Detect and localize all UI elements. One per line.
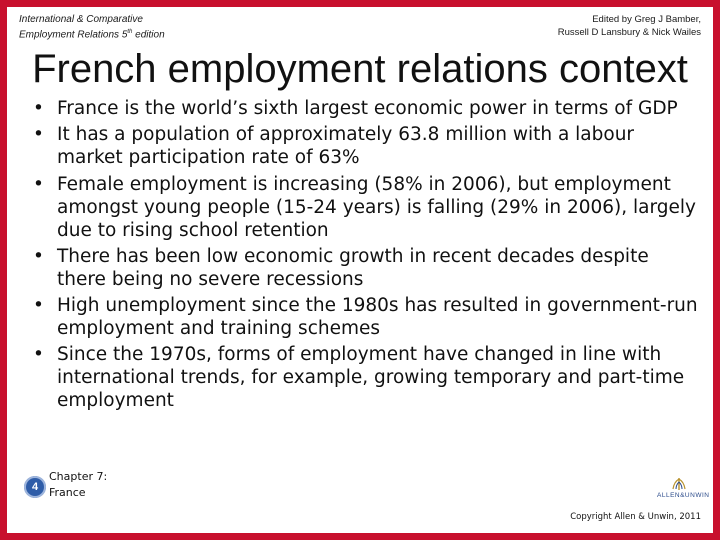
bullet-text: Female employment is increasing (58% in 2006), but employment amongst young people (15-24 years) is falling (29% in 2006), largely due to rising school retention xyxy=(57,173,696,241)
copyright-notice: Copyright Allen & Unwin, 2011 xyxy=(570,512,701,522)
chapter-label xyxy=(49,469,107,501)
bullet-item xyxy=(29,173,703,242)
book-title-line2-suffix: edition xyxy=(132,29,165,41)
bullet-marker: • xyxy=(33,173,44,195)
chapter-name: France xyxy=(49,486,86,499)
bullet-marker: • xyxy=(33,124,44,146)
bullet-text: High unemployment since the 1980s has resulted in government-run employment and training schemes xyxy=(57,295,698,340)
editors-line1: Edited by Greg J Bamber, xyxy=(592,14,701,25)
publisher-logo xyxy=(657,477,710,509)
bullet-item xyxy=(29,343,703,412)
slide-title: French employment relations context xyxy=(32,47,688,91)
edition-superscript: th xyxy=(127,29,133,35)
book-title-line2-text: Employment Relations 5 xyxy=(19,29,128,41)
book-title-line2 xyxy=(19,26,165,41)
bullet-item xyxy=(29,123,703,169)
editors-line2: Russell D Lansbury & Nick Wailes xyxy=(557,27,701,38)
bullet-text: It has a population of approximately 63.8 million with a labour market participation rate of 63% xyxy=(57,124,635,169)
publisher-logo-text: ALLEN&UNWIN xyxy=(657,492,710,499)
chapter-number: Chapter 7: xyxy=(49,470,108,483)
bullet-marker: • xyxy=(33,344,44,366)
bullet-list xyxy=(29,97,703,416)
bullet-text: Since the 1970s, forms of employment have changed in line with international trends, for example, growing temporary and part-time employment xyxy=(57,344,685,412)
editors xyxy=(558,13,701,39)
bullet-marker: • xyxy=(33,245,44,267)
bullet-marker: • xyxy=(33,98,44,119)
publisher-logo-icon xyxy=(671,477,687,491)
bullet-item xyxy=(29,97,703,120)
book-title xyxy=(19,13,165,41)
page-number-badge: 4 xyxy=(24,476,46,498)
bullet-item xyxy=(29,294,703,340)
book-title-line1: International & Comparative xyxy=(19,14,143,25)
bullet-text: France is the world’s sixth largest economic power in terms of GDP xyxy=(57,98,678,119)
bullet-text: There has been low economic growth in recent decades despite there being no severe recessions xyxy=(57,245,649,290)
bullet-marker: • xyxy=(33,295,44,317)
slide xyxy=(7,7,713,533)
bullet-item xyxy=(29,245,703,291)
